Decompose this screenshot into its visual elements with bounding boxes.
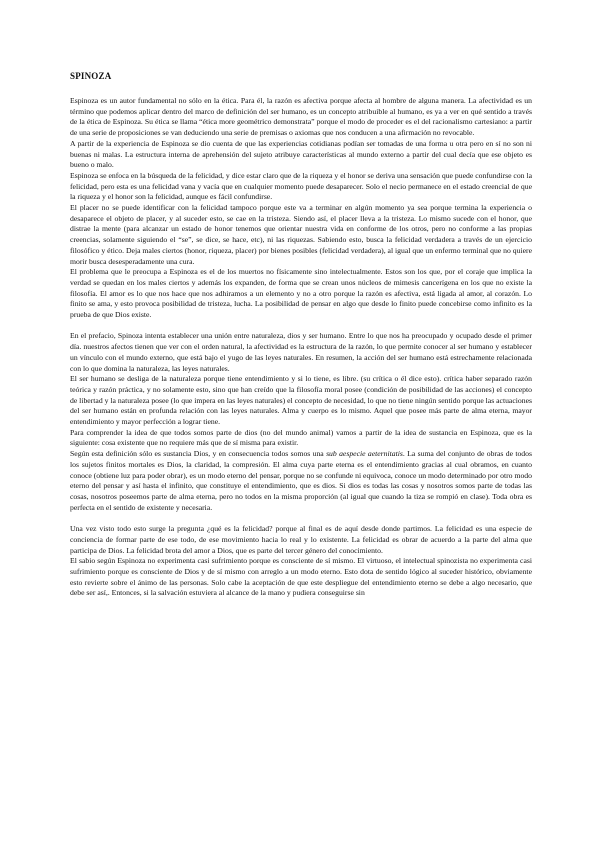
document-title: SPINOZA	[70, 71, 112, 81]
paragraph: El problema que le preocupa a Espinoza es el de los muertos no físicamente sino intelectualmente. Estos son los que, por el coraje que implica la verdad se quedan en los males ciertos y además los expanden, de forma que se crean unos núcleos de mimesis cancerígena en los que no existe la filosofía. El amor es lo que nos hace que nos adhiramos a un elemento y no a otro porque la razón es afectiva, está ligada al amor, al corazón. Lo finito se ama, y esto provoca posibilidad de tristeza, lucha. La posibilidad de pensar en algo que desde lo finito puede concebirse como infinito es la prueba de que Dios existe.	[70, 267, 532, 320]
paragraph: Según esta definición sólo es sustancia Dios, y en consecuencia todos somos una sub aespecie aeternitatis. La suma del conjunto de obras de todos los sujetos finitos mortales es Dios, la claridad, la compresión. El alma cuya parte eterna es el entendimiento gracias al cual obramos, en cuanto conoce (obtiene luz para poder obrar), es un modo eterno del pensar, porque no se confunde ni equivoca, conoce un modo determinado por otro modo eterno del pensar y así hasta el infinito, que constituye el entendimiento, que es dios. Si dios es todas las cosas y nosotros somos parte de todas las cosas, nosotros poseemos parte de alma eterna, pero no todos en la misma proporción (al igual que cuando la tiza se rompió en clase). Toda obra es perfecta en el sentido de existente y necesaria.	[70, 449, 532, 512]
paragraph: El ser humano se desliga de la naturaleza porque tiene entendimiento y si lo tiene, es libre. (su crítica o él dice esto). crítica haber separado razón teórica y razón práctica, y no solamente esto, sino que han creído que la filosofía moral posee (condición de posibilidad de las acciones) el concepto de libertad y la naturaleza posee (lo que impera en las leyes naturales) el concepto de necesidad, lo que no tiene ningún sentido porque las actuaciones del ser humano están en profunda relación con las leyes naturales. Alma y cuerpo es lo mismo. Aquel que posee más parte de alma eterna, mayor entendimiento y mayor perfección a lograr tiene.	[70, 374, 532, 427]
paragraph: Una vez visto todo esto surge la pregunta ¿qué es la felicidad? porque al final es de aquí desde donde partimos. La felicidad es una especie de conciencia de formar parte de ese todo, de ese movimiento hacia lo real y lo existente. La felicidad es obrar de acuerdo a la parte del alma que participa de Dios. La felicidad brota del amor a Dios, que es parte del tercer género del conocimiento.	[70, 524, 532, 555]
latin-phrase: sub aespecie aeternitatis	[326, 449, 403, 459]
paragraph: Espinoza se enfoca en la búsqueda de la felicidad, y dice estar claro que de la riqueza y el honor se deriva una sensación que puede confundirse con la felicidad, pero esta es una felicidad vana y vacía que en cualquier momento puede desaparecer. Solo el necio permanece en el estado creencial de que la riqueza y el honor son la felicidad, aunque es fácil confundirse.	[70, 170, 532, 202]
paragraph: El placer no se puede identificar con la felicidad tampoco porque este va a terminar en algún momento ya sea porque termina la experiencia o desaparece el objeto de placer, y al suceder esto, se cae en la tristeza. Siendo así, el placer lleva a la tristeza. Lo mismo sucede con el honor, que distrae la mente (para alcanzar un estado de honor tenemos que orientar nuestra vida en conforme de los otros, pero no conforme a las propias creencias, solamente siguiendo el “se”, se dice, se hace, etc), ni las riquezas. Sabiendo esto, busca la felicidad verdadera a través de un ejercicio filosófico y ético. Deja males ciertos (honor, riqueza, placer) por bienes posibles (felicidad verdadera), al igual que un enfermo terminal que no quiere morir busca desesperadamente una cura.	[70, 203, 532, 266]
paragraph: Para comprender la idea de que todos somos parte de dios (no del mundo animal) vamos a partir de la idea de sustancia en Espinoza, que es la siguiente: cosa existente que no requiere más que de sí misma para existir.	[70, 427, 532, 448]
paragraph: Espinoza es un autor fundamental no sólo en la ética. Para él, la razón es afectiva porque afecta al hombre de alguna manera. La afectividad es un término que podemos aplicar dentro del marco de definición del ser humano, es un concepto atribuible al humano, es ya a ver en qué sentido a través de la ética de Espinoza. Su ética se llama “ética more geométrico demonstrata” porque el modo de proceder es el del racionalismo cartesiano: a partir de una serie de proposiciones se van deduciendo una serie de premisas o axiomas que nos conducen a una afirmación no revocable.	[70, 96, 532, 138]
paragraph: El sabio según Espinoza no experimenta casi sufrimiento porque es consciente de sí mismo. El virtuoso, el intelectual spinozista no experimenta casi sufrimiento porque es consciente de Dios y de sí mismo con arreglo a un modo eterno. Esto dota de sentido lógico al suceder histórico, obviamente esto revierte sobre el ánimo de las personas. Solo cabe la aceptación de que este despliegue del entendimiento eterno se debe a algo necesario, que debe ser así,. Entonces, si la salvación estuviera al alcance de la mano y pudiera conseguirse sin	[70, 556, 532, 598]
document-body	[70, 96, 532, 599]
paragraph: En el prefacio, Spinoza intenta establecer una unión entre naturaleza, dios y ser humano. Entre lo que nos ha preocupado y ocupado desde el primer día. nuestros afectos tienen que ver con el orden natural, la afectividad es la estructura de la razón, lo que permite conocer al ser humano y establecer un vínculo con el mundo externo, que está bajo el yugo de las leyes naturales. En resumen, la acción del ser humano está estrechamente relacionada con lo que domina la naturaleza, las leyes naturales.	[70, 331, 532, 373]
paragraph: A partir de la experiencia de Espinoza se dio cuenta de que las experiencias cotidianas podían ser tomadas de una forma u otra pero en sí no son ni buenas ni malas. La estructura interna de aprehensión del sujeto atribuye características al mundo externo a partir del cual decía que ese objeto es bueno o malo.	[70, 138, 532, 170]
